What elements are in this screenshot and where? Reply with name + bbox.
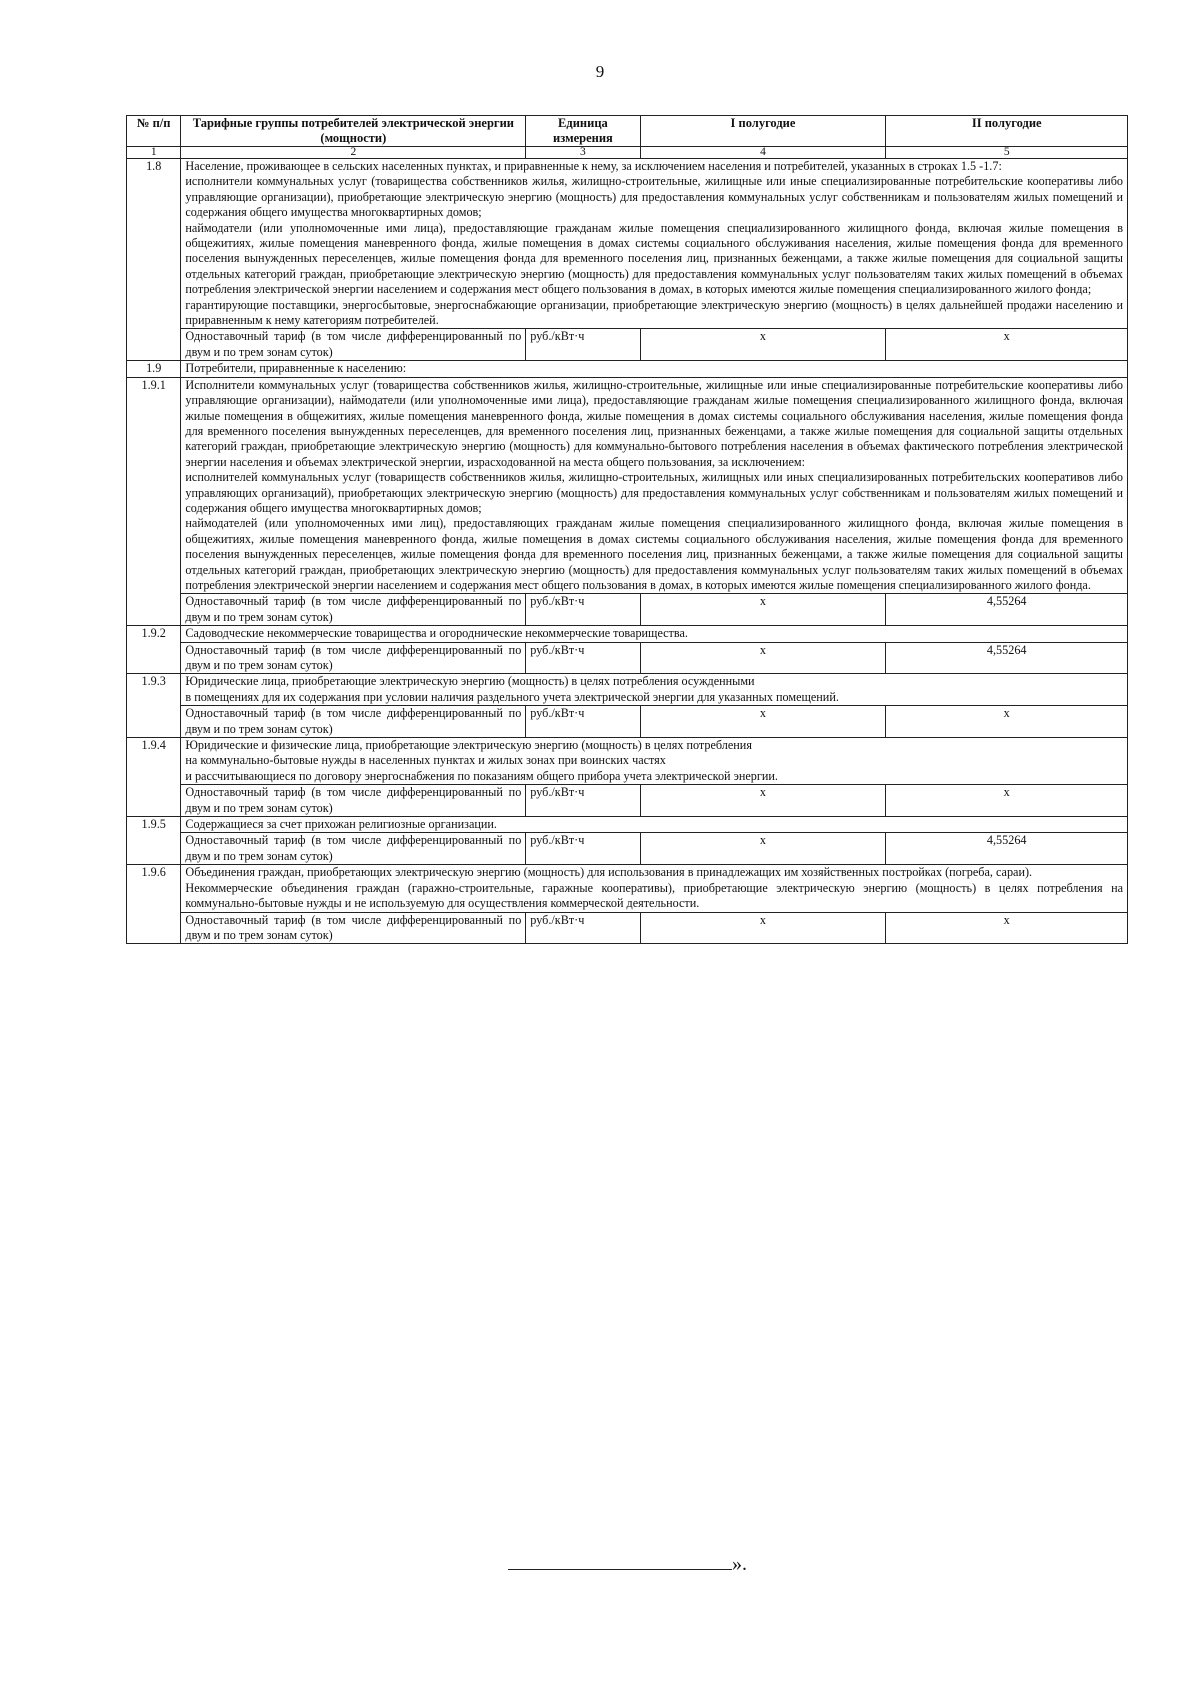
row-number: 1.9.2 bbox=[127, 626, 181, 674]
table-row bbox=[127, 626, 1128, 642]
first-half-value: х bbox=[640, 642, 886, 674]
table-row bbox=[127, 674, 1128, 706]
second-half-value: х bbox=[886, 706, 1128, 738]
table-row bbox=[127, 817, 1128, 833]
consumer-group-description bbox=[181, 159, 1128, 329]
header-first-half: I полугодие bbox=[640, 116, 886, 147]
unit-cell: руб./кВт·ч bbox=[526, 642, 640, 674]
description-paragraph: Юридические лица, приобретающие электрическую энергию (мощность) в целях потребления осужденными bbox=[185, 674, 755, 689]
table-row bbox=[127, 865, 1128, 912]
rate-row bbox=[127, 912, 1128, 944]
table-row bbox=[127, 738, 1128, 785]
tariff-label: Одноставочный тариф (в том числе дифференцированный по двум и по трем зонам суток) bbox=[181, 329, 526, 361]
closing-line bbox=[508, 1569, 732, 1570]
closing-mark bbox=[508, 1553, 747, 1576]
row-number: 1.9.3 bbox=[127, 674, 181, 738]
description-paragraph: Исполнители коммунальных услуг (товарищества собственников жилья, жилищно-строительные, жилищные или иные специализированные потребительские кооперативы либо управляющие организации), наймодатели (или уполномоченные ими лица), предоставляющие гражданам жилые помещения специализированного жилищного фонда, включая жилые помещения в общежитиях, жилые помещения маневренного фонда, жилые помещения в домах системы социального обслуживания населения, жилые помещения фонда для временного поселения вынужденных переселенцев, для временного поселения лиц, признанных беженцами, а также жилые помещения для социальной защиты отдельных категорий граждан, приобретающие электрическую энергию (мощность) для коммунально-бытового потребления населения в объемах фактического потребления электрической энергии населения и объемах электрической энергии, израсходованной на места общего пользования, за исключением: bbox=[185, 377, 1123, 469]
row-number: 1.9.1 bbox=[127, 377, 181, 626]
first-half-value: х bbox=[640, 329, 886, 361]
row-number: 1.9.4 bbox=[127, 738, 181, 817]
first-half-value: х bbox=[640, 594, 886, 626]
description-paragraph: наймодателей (или уполномоченных ими лиц), предоставляющих гражданам жилые помещения специализированного жилищного фонда, включая жилые помещения в общежитиях, жилые помещения маневренного фонда, жилые помещения в домах системы социального обслуживания населения, жилые помещения фонда для временного поселения вынужденных переселенцев, жилые помещения фонда для временного поселения лиц, признанных беженцами, а также жилые помещения для социальной защиты отдельных категорий граждан, приобретающих электрическую энергию (мощность) для предоставления коммунальных услуг пользователям таких жилых помещений в объемах потребления электрической энергии населением и содержания мест общего пользования в домах, в которых имеются жилые помещения специализированного жилого фонда. bbox=[185, 516, 1123, 592]
description-paragraph: Население, проживающее в сельских населенных пунктах, и приравненные к нему, за исключением населения и потребителей, указанных в строках 1.5 -1.7: bbox=[185, 159, 1002, 173]
description-paragraph: в помещениях для их содержания при условии наличия раздельного учета электрической энергии для указанных помещений. bbox=[185, 689, 839, 704]
rate-row bbox=[127, 706, 1128, 738]
unit-cell: руб./кВт·ч bbox=[526, 833, 640, 865]
unit-cell: руб./кВт·ч bbox=[526, 329, 640, 361]
tariff-label: Одноставочный тариф (в том числе дифференцированный по двум и по трем зонам суток) bbox=[181, 642, 526, 674]
column-number-row bbox=[127, 147, 1128, 159]
description-paragraph: гарантирующие поставщики, энергосбытовые, энергоснабжающие организации, приобретающие электрическую энергию (мощность) в целях дальнейшей продажи населению и приравненным к нему категориям потребителей. bbox=[185, 297, 1123, 328]
description-paragraph: Содержащиеся за счет прихожан религиозные организации. bbox=[185, 817, 497, 832]
consumer-group-description bbox=[181, 738, 1128, 785]
first-half-value: х bbox=[640, 785, 886, 817]
description-paragraph: Некоммерческие объединения граждан (гаражно-строительные, гаражные кооперативы), приобретающие электрическую энергию (мощность) в целях потребления на коммунально-бытовые нужды и не используемую для осуществления коммерческой деятельности. bbox=[185, 880, 1123, 911]
column-number: 5 bbox=[886, 147, 1128, 159]
unit-cell: руб./кВт·ч bbox=[526, 706, 640, 738]
column-number: 2 bbox=[181, 147, 526, 159]
second-half-value: х bbox=[886, 329, 1128, 361]
rate-row bbox=[127, 642, 1128, 674]
description-paragraph: на коммунально-бытовые нужды в населенных пунктах и жилых зонах при воинских частях bbox=[185, 753, 666, 768]
unit-cell: руб./кВт·ч bbox=[526, 912, 640, 944]
tariff-label: Одноставочный тариф (в том числе дифференцированный по двум и по трем зонам суток) bbox=[181, 706, 526, 738]
rate-row bbox=[127, 785, 1128, 817]
row-number: 1.9.5 bbox=[127, 817, 181, 865]
consumer-group-description bbox=[181, 361, 1128, 377]
column-number: 3 bbox=[526, 147, 640, 159]
header-group: Тарифные группы потребителей электрической энергии (мощности) bbox=[181, 116, 526, 147]
row-number: 1.9 bbox=[127, 361, 181, 377]
consumer-group-description bbox=[181, 865, 1128, 912]
consumer-group-description bbox=[181, 377, 1128, 594]
unit-cell: руб./кВт·ч bbox=[526, 785, 640, 817]
consumer-group-description bbox=[181, 817, 1128, 833]
column-number: 4 bbox=[640, 147, 886, 159]
row-number: 1.8 bbox=[127, 159, 181, 361]
tariff-label: Одноставочный тариф (в том числе дифференцированный по двум и по трем зонам суток) bbox=[181, 833, 526, 865]
page-number: 9 bbox=[595, 62, 605, 81]
rate-row bbox=[127, 329, 1128, 361]
rate-row bbox=[127, 594, 1128, 626]
consumer-group-description bbox=[181, 674, 1128, 706]
description-paragraph: наймодатели (или уполномоченные ими лица), предоставляющие гражданам жилые помещения специализированного жилищного фонда, включая жилые помещения в общежитиях, жилые помещения маневренного фонда, жилые помещения в домах системы социального обслуживания населения, жилые помещения фонда для временного поселения вынужденных переселенцев, жилые помещения фонда для временного поселения лиц, признанных беженцами, а также жилые помещения для социальной защиты отдельных категорий граждан, приобретающие электрическую энергию (мощность) для предоставления коммунальных услуг пользователям таких жилых помещений в объемах потребления электрической энергии населением и содержания мест общего пользования в домах, в которых имеются жилые помещения специализированного жилого фонда; bbox=[185, 220, 1123, 297]
tariff-table bbox=[126, 115, 1128, 944]
description-paragraph: и рассчитывающиеся по договору энергоснабжения по показаниям общего прибора учета электрической энергии. bbox=[185, 768, 778, 783]
description-paragraph: исполнителей коммунальных услуг (товариществ собственников жилья, жилищно-строительных, жилищных или иных специализированных потребительских кооперативов либо управляющих организаций), приобретающих электрическую энергию (мощность) для предоставления коммунальных услуг собственникам и пользователям жилых помещений и содержания общего имущества многоквартирных домов; bbox=[185, 470, 1123, 515]
description-paragraph: Потребители, приравненные к населению: bbox=[185, 361, 407, 376]
description-paragraph: Садоводческие некоммерческие товарищества и огороднические некоммерческие товарищества. bbox=[185, 626, 688, 641]
table-row bbox=[127, 159, 1128, 329]
rate-row bbox=[127, 833, 1128, 865]
description-paragraph: Юридические и физические лица, приобретающие электрическую энергию (мощность) в целях потребления bbox=[185, 738, 752, 753]
first-half-value: х bbox=[640, 833, 886, 865]
column-number: 1 bbox=[127, 147, 181, 159]
tariff-label: Одноставочный тариф (в том числе дифференцированный по двум и по трем зонам суток) bbox=[181, 594, 526, 626]
tariff-label: Одноставочный тариф (в том числе дифференцированный по двум и по трем зонам суток) bbox=[181, 912, 526, 944]
second-half-value: х bbox=[886, 912, 1128, 944]
header-row bbox=[127, 116, 1128, 147]
consumer-group-description bbox=[181, 626, 1128, 642]
second-half-value: х bbox=[886, 785, 1128, 817]
header-unit: Единица измерения bbox=[526, 116, 640, 147]
tariff-label: Одноставочный тариф (в том числе дифференцированный по двум и по трем зонам суток) bbox=[181, 785, 526, 817]
table-row bbox=[127, 377, 1128, 594]
second-half-value: 4,55264 bbox=[886, 594, 1128, 626]
second-half-value: 4,55264 bbox=[886, 833, 1128, 865]
description-paragraph: исполнители коммунальных услуг (товарищества собственников жилья, жилищно-строительные, жилищные или иные специализированные потребительские кооперативы либо управляющие организации), приобретающие электрическую энергию (мощность) для предоставления коммунальных услуг собственникам и пользователям жилых помещений и содержания общего имущества многоквартирных домов; bbox=[185, 174, 1123, 220]
second-half-value: 4,55264 bbox=[886, 642, 1128, 674]
closing-quote: ». bbox=[732, 1553, 747, 1575]
table-row bbox=[127, 361, 1128, 377]
header-num: № п/п bbox=[127, 116, 181, 147]
row-number: 1.9.6 bbox=[127, 865, 181, 944]
description-paragraph: Объединения граждан, приобретающих электрическую энергию (мощность) для использования в принадлежащих им хозяйственных постройках (погреба, сараи). bbox=[185, 865, 1033, 880]
first-half-value: х bbox=[640, 706, 886, 738]
unit-cell: руб./кВт·ч bbox=[526, 594, 640, 626]
header-second-half: II полугодие bbox=[886, 116, 1128, 147]
first-half-value: х bbox=[640, 912, 886, 944]
